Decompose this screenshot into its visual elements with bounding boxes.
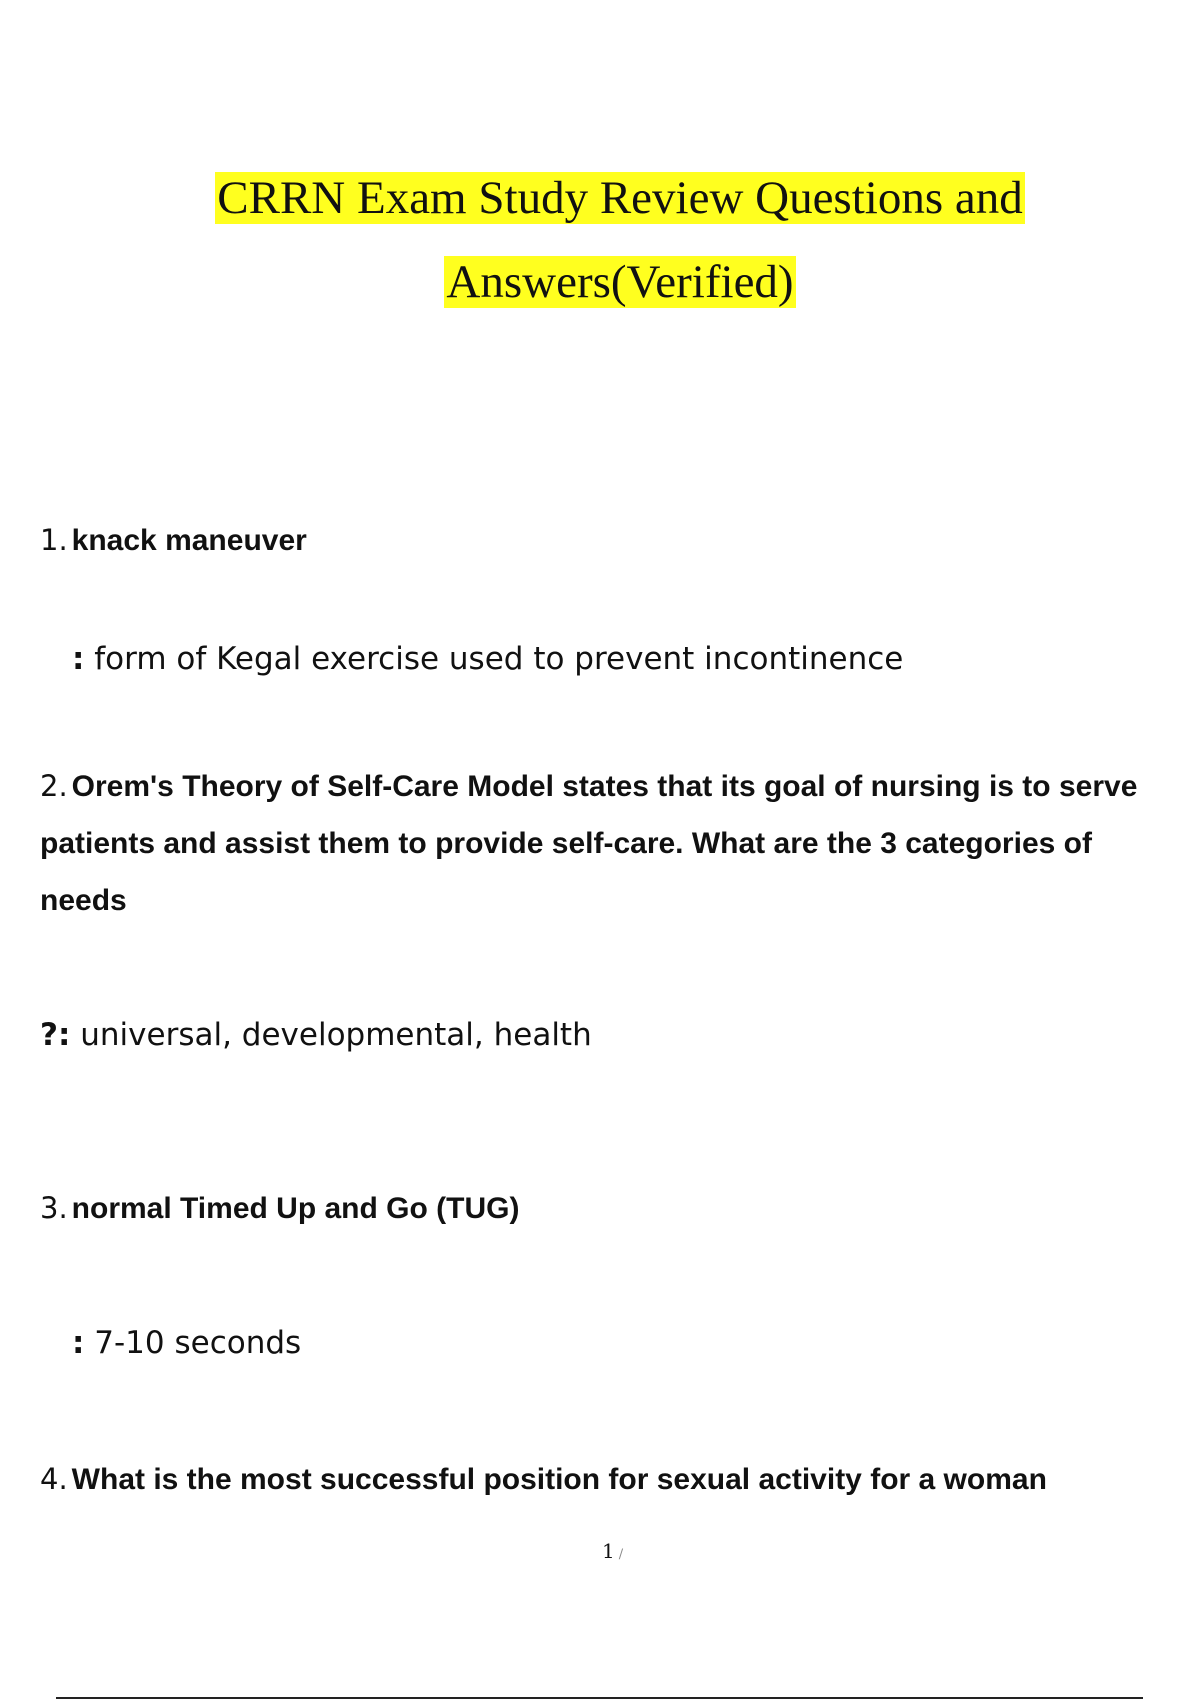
question-4: [40, 1451, 1140, 1508]
footer-divider: [56, 1697, 1143, 1699]
answer-text: universal, developmental, health: [70, 1017, 592, 1053]
answer-text: form of Kegal exercise used to prevent incontinence: [84, 641, 904, 677]
question-number: 3.: [40, 1191, 68, 1225]
question-number: 4.: [40, 1462, 68, 1496]
question-number: 1.: [40, 523, 68, 557]
title-highlight-2: Answers(Verified): [446, 256, 794, 308]
answer-prefix: ?:: [40, 1017, 71, 1053]
question-text: Orem's Theory of Self-Care Model states that its goal of nursing is to serve patients and assist them to provide self-care. What are the 3 categories of needs: [40, 770, 1138, 917]
answer-prefix: :: [72, 1325, 85, 1361]
question-text: normal Timed Up and Go (TUG): [71, 1192, 520, 1225]
question-text: What is the most successful position for sexual activity for a woman: [71, 1463, 1047, 1496]
answer-prefix: :: [72, 641, 85, 677]
question-2: [40, 758, 1140, 929]
question-3: [40, 1180, 1140, 1237]
answer-2: [40, 1015, 592, 1055]
question-text: knack maneuver: [71, 524, 307, 557]
answer-text: 7-10 seconds: [84, 1325, 302, 1361]
question-1: [40, 512, 1140, 569]
page-number: [602, 1539, 623, 1563]
document-title-line-2: [0, 254, 1200, 310]
page-number-value: 1: [602, 1539, 615, 1563]
page-number-separator: /: [618, 1547, 624, 1562]
answer-1: [72, 639, 903, 679]
question-number: 2.: [40, 769, 68, 803]
answer-3: [72, 1323, 301, 1363]
title-highlight-1: CRRN Exam Study Review Questions and: [217, 172, 1023, 224]
document-title-line-1: [0, 170, 1200, 226]
